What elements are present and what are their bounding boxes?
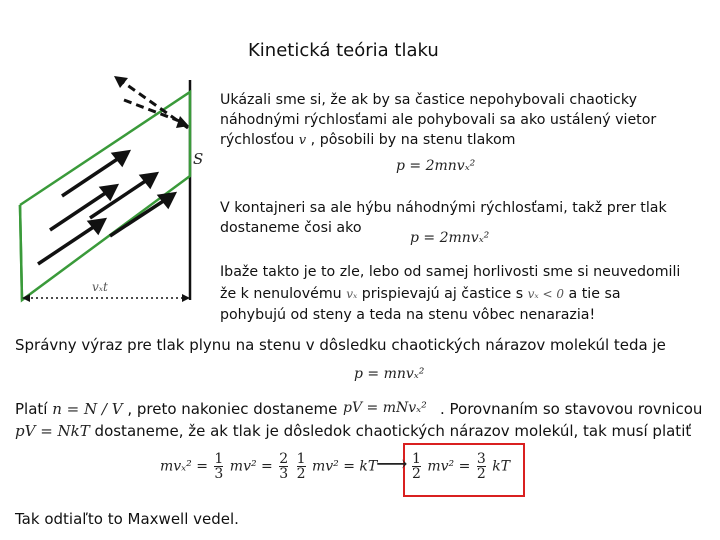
body-line2a: Platí [15,400,48,418]
body-line2b: , preto nakoniec dostaneme [127,400,338,418]
para1-line2: náhodnými rýchlosťami ale pohybovali sa ako ustálený vietor [220,112,657,128]
para2-line2: dostaneme čosi ako [220,220,362,236]
para3-line2b: prispievajú aj častice s [361,286,524,302]
frac-1-2-result: $\frac{1}{2}$ [412,451,421,482]
eq-p-guess: p = 2mnvₓ² [410,230,490,246]
eq-chain [160,452,377,481]
result-kt: kT [492,458,511,475]
chain-v2-2: mv² [311,458,339,475]
eq-result [410,452,510,481]
chain-eq-1: = [196,458,208,475]
chain-kt: kT [359,458,378,475]
wall-label: S [193,150,204,168]
vx-t-label: vₓt [92,280,108,294]
eq-vx-neg: vₓ < 0 [527,287,564,301]
result-eq: = [458,458,471,475]
body-line3 [15,422,691,440]
para1-line3b: , pôsobili by na stenu tlakom [310,132,516,148]
chain-eq-2: = [261,458,273,475]
chain-eq-3: = [343,458,355,475]
green-box-edge [20,205,22,300]
eq-n: n = N / V [52,400,123,418]
closing-line: Tak odtiaľto to Maxwell vedel. [15,510,239,528]
frac-1-2: $\frac{1}{2}$ [296,451,306,482]
eq-p-wind: p = 2mnvₓ² [396,158,476,174]
para2-line1: V kontajneri sa ale hýbu náhodnými rýchlosťami, takž prer tlak [220,200,667,216]
para1-line3 [220,130,515,151]
para1-line3a: rýchlosťou [220,132,295,148]
velocity-arrow-4 [110,198,168,236]
para3-line2a: že k nenulovému [220,286,342,302]
frac-1-3: $\frac{1}{3}$ [214,451,224,482]
body-line3-text: dostaneme, že ak tlak je dôsledok chaotických nárazov molekúl, tak musí platiť [94,422,692,440]
eq-pv2: pV = NkT [15,422,90,440]
v-symbol: v [298,133,307,148]
para1-line1: Ukázali sme si, že ak by sa častice nepohybovali chaoticky [220,92,637,108]
implies-arrow: ⟶ [376,452,408,477]
body-line2 [15,400,337,418]
eq-p-correct: p = mnvₓ² [354,366,425,382]
dashed-arrowhead-out [114,76,128,88]
chain-lhs: mvₓ² [160,458,192,475]
para3-line2 [220,284,621,304]
frac-3-2-result: $\frac{3}{2}$ [476,451,486,482]
para3-line2c: a tie sa [568,286,621,302]
velocity-arrow-5 [38,224,98,264]
eq-vx-pos: vₓ [346,287,358,301]
para3-line3: pohybujú od steny a teda na stenu vôbec nenarazia! [220,307,596,323]
page-title: Kinetická teória tlaku [248,40,439,61]
body-line2c: . Porovnaním so stavovou rovnicou [440,400,703,418]
eq-pv1: pV = mNvₓ² [343,400,427,416]
body-line1: Správny výraz pre tlak plynu na stenu v dôsledku chaotických nárazov molekúl teda je [15,336,666,354]
result-v2: mv² [427,458,455,475]
frac-2-3: $\frac{2}{3}$ [279,451,289,482]
para3-line1: Ibaže takto je to zle, lebo od samej horlivosti sme si neuvedomili [220,264,681,280]
chain-v2-1: mv² [229,458,257,475]
